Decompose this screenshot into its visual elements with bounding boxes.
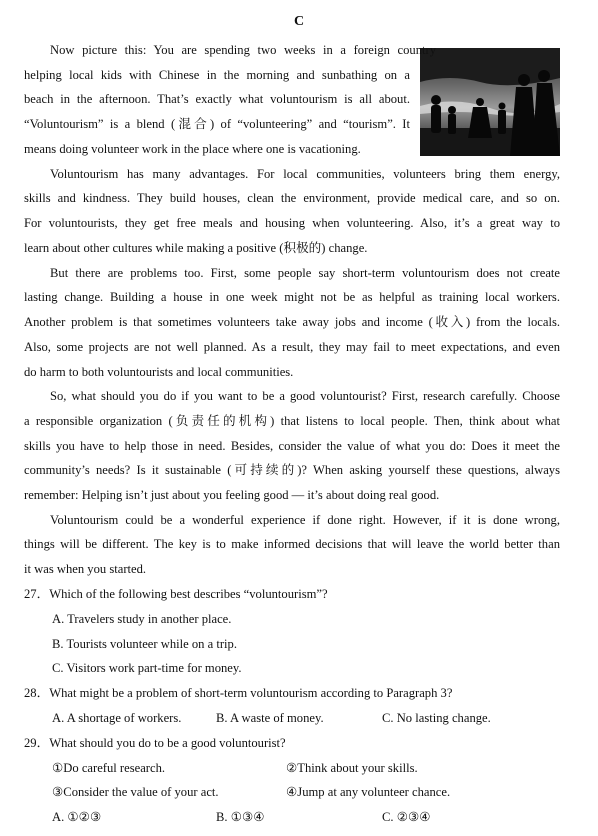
passage-line: But there are problems too. First, some people say short-term voluntourism does not create — [50, 266, 560, 280]
passage-line: skills and kindness. They build houses, clean the environment, provide medical care, and so on. — [24, 191, 560, 205]
question-27-option-b[interactable]: B. Tourists volunteer while on a trip. — [52, 637, 237, 651]
volunteers-photo — [420, 48, 560, 156]
question-29-item-1: ①Do careful research. — [52, 761, 166, 775]
question-28-option-a[interactable]: A. A shortage of workers. — [52, 711, 182, 725]
passage-line: Another problem is that sometimes volunteers take away jobs and income (收入) from the locals. — [24, 315, 560, 329]
question-29-option-c[interactable]: C. ②③④ — [382, 810, 431, 824]
question-29-option-b[interactable]: B. ①③④ — [216, 810, 265, 824]
passage-line: means doing volunteer work in the place where one is vacationing. — [24, 142, 361, 156]
question-28-stem: 28．What might be a problem of short-term voluntourism according to Paragraph 3? — [24, 686, 453, 700]
passage-line: it was when you started. — [24, 562, 147, 576]
question-28-option-c[interactable]: C. No lasting change. — [382, 711, 491, 725]
question-27-stem: 27．Which of the following best describes “voluntourism”? — [24, 587, 328, 601]
passage-line: So, what should you do if you want to be a good voluntourist? First, research carefully. Choose — [50, 389, 560, 403]
passage-line: Now picture this: You are spending two weeks in a foreign country — [50, 43, 436, 57]
beach-silhouettes-image — [420, 48, 560, 156]
passage-line: community’s needs? Is it sustainable (可持续的)? When asking yourself these questions, always — [24, 463, 560, 477]
question-29-item-4: ④Jump at any volunteer chance. — [286, 785, 451, 799]
question-29-option-a[interactable]: A. ①②③ — [52, 810, 102, 824]
passage-line: skills you have to help those in need. Besides, consider the value of what you do: Does it meet the — [24, 439, 560, 453]
passage-line: “Voluntourism” is a blend (混合) of “volunteering” and “tourism”. It — [24, 117, 410, 131]
question-29-item-2: ②Think about your skills. — [286, 761, 418, 775]
question-29-stem: 29．What should you do to be a good voluntourist? — [24, 736, 286, 750]
passage-line: remember: Helping isn’t just about you feeling good — it’s about doing real good. — [24, 488, 440, 502]
passage-line: things will be different. The key is to make informed decisions that will leave the world better than — [24, 537, 560, 551]
question-28-option-b[interactable]: B. A waste of money. — [216, 711, 324, 725]
passage-line: learn about other cultures while making a positive (积极的) change. — [24, 241, 368, 255]
question-29-item-3: ③Consider the value of your act. — [52, 785, 219, 799]
passage-line: helping local kids with Chinese in the morning and sunbathing on a — [24, 68, 410, 82]
section-title: C — [293, 14, 305, 29]
passage-line: a responsible organization (负责任的机构) that listens to local people. Then, think about what — [24, 414, 560, 428]
passage-line: Voluntourism has many advantages. For local communities, volunteers bring them energy, — [50, 167, 560, 181]
passage-line: Voluntourism could be a wonderful experience if done right. However, if it is done wrong, — [50, 513, 560, 527]
passage-line: do harm to both voluntourists and local communities. — [24, 365, 294, 379]
question-27-option-c[interactable]: C. Visitors work part-time for money. — [52, 661, 242, 675]
passage-line: lasting change. Building a house in one week might not be as helpful as training local workers. — [24, 290, 560, 304]
passage-line: Also, some projects are not well planned. As a result, they may fail to meet expectations, and even — [24, 340, 560, 354]
passage-line: For voluntourists, they get free meals and housing when volunteering. Also, it’s a great way to — [24, 216, 560, 230]
passage-line: beach in the afternoon. That’s exactly what voluntourism is all about. — [24, 92, 410, 106]
question-27-option-a[interactable]: A. Travelers study in another place. — [52, 612, 232, 626]
